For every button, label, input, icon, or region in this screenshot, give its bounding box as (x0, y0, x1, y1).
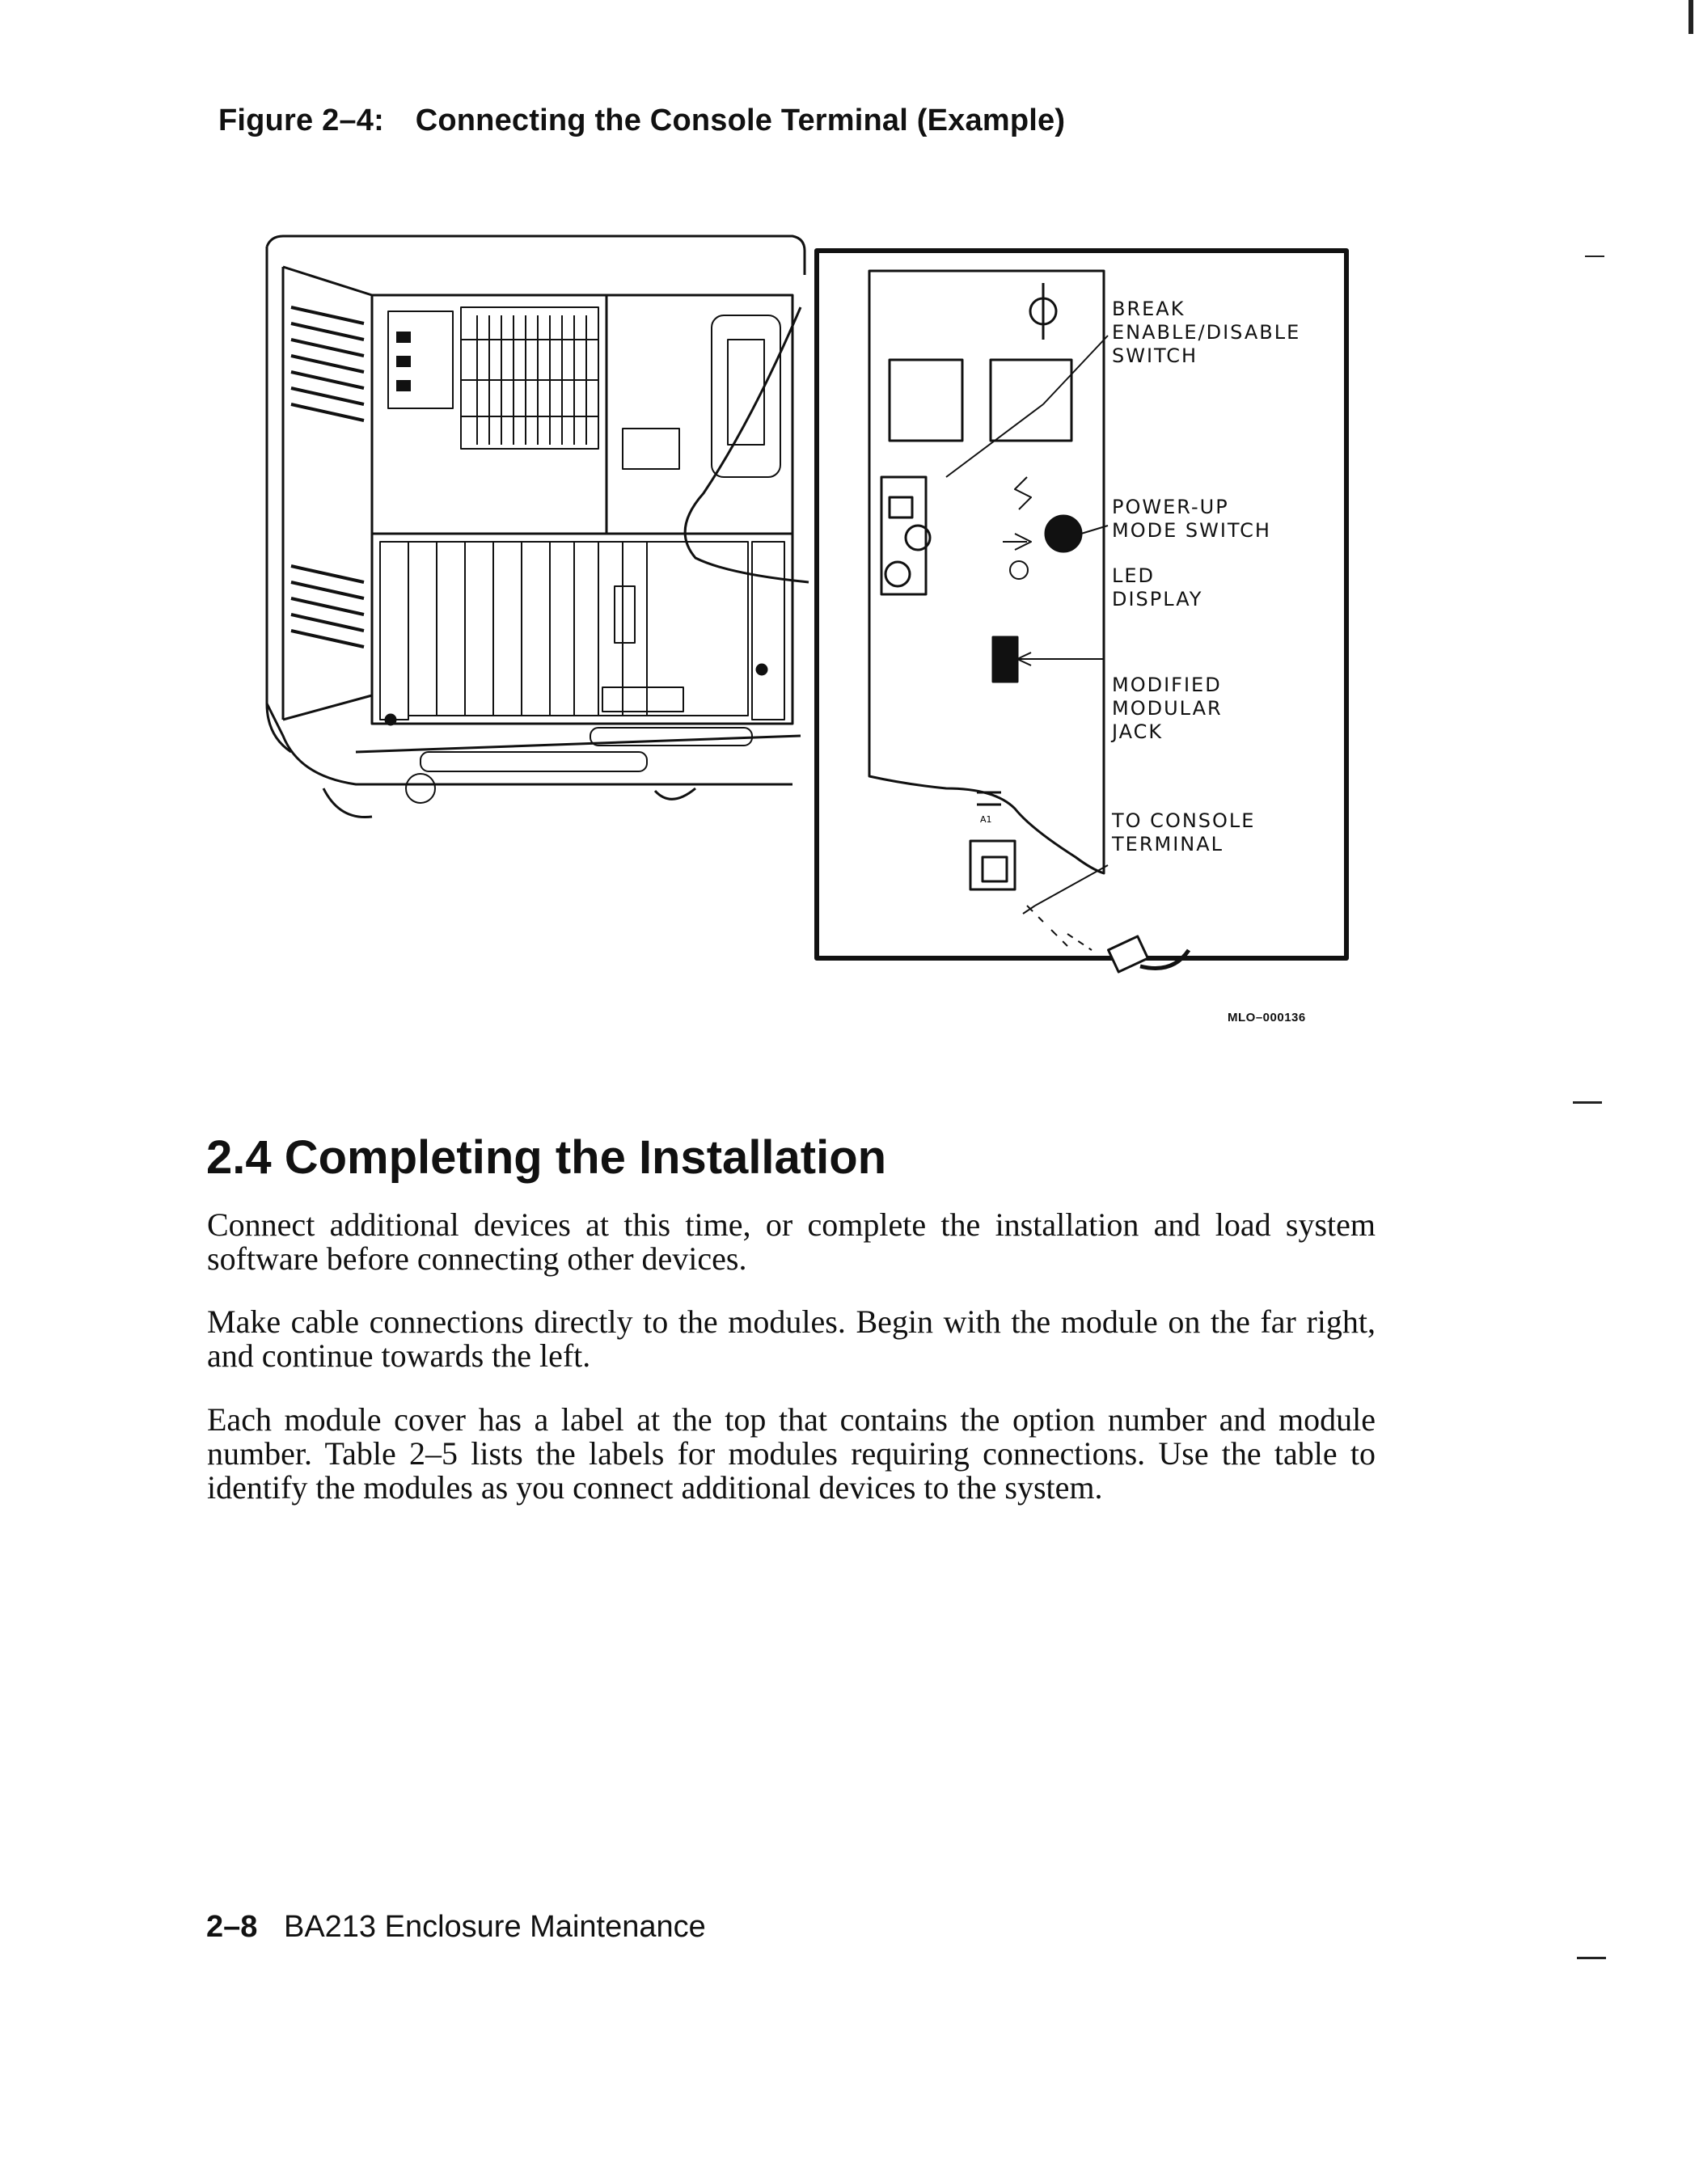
page-footer (206, 1910, 706, 1945)
port-label: A1 (980, 814, 992, 825)
callout-line: ENABLE/DISABLE (1112, 321, 1301, 344)
callout-line: SWITCH (1112, 344, 1198, 367)
callout-line: POWER-UP (1112, 496, 1229, 518)
margin-mark (1577, 1957, 1606, 1959)
callout-line: MODIFIED (1112, 674, 1222, 696)
callout-line: MODULAR (1112, 697, 1223, 720)
console-terminal-illustration (235, 218, 1355, 1027)
control-panel (869, 271, 1189, 972)
callout-line: BREAK (1112, 298, 1185, 320)
margin-mark (1573, 1101, 1602, 1104)
callout-line: TERMINAL (1112, 833, 1224, 855)
detail-frame (817, 251, 1346, 958)
section-heading: 2.4 Completing the Installation (206, 1131, 887, 1184)
callout-break-switch (235, 218, 1339, 367)
callout-line: DISPLAY (1112, 588, 1203, 610)
enclosure-cabinet (267, 236, 805, 817)
figure-caption (218, 103, 1065, 138)
figure-number: Figure 2–4: (218, 103, 384, 137)
figure-id: MLO–000136 (1228, 1011, 1306, 1024)
body-paragraph: Make cable connections directly to the modules. Begin with the module on the far right, and continue towards the left. (207, 1303, 1376, 1374)
page-number: 2–8 (206, 1910, 258, 1944)
body-paragraph: Each module cover has a label at the top that contains the option number and module number. Table 2–5 lists the labels for modules requiring connections. Use the table to identify the modules as you connect additional devices to the system. (207, 1401, 1376, 1506)
callout-led-display (235, 218, 1226, 610)
footer-title: BA213 Enclosure Maintenance (283, 1910, 706, 1944)
body-paragraph: Connect additional devices at this time, or complete the installation and load system software before connecting other devices. (207, 1206, 1376, 1277)
callout-line: LED (1112, 564, 1156, 587)
margin-mark (1688, 0, 1693, 34)
figure-title: Connecting the Console Terminal (Example) (415, 103, 1066, 137)
callout-line: TO CONSOLE (1112, 809, 1256, 832)
callout-line: JACK (1112, 720, 1164, 743)
margin-mark (1585, 256, 1604, 257)
callout-line: MODE SWITCH (1112, 519, 1271, 542)
